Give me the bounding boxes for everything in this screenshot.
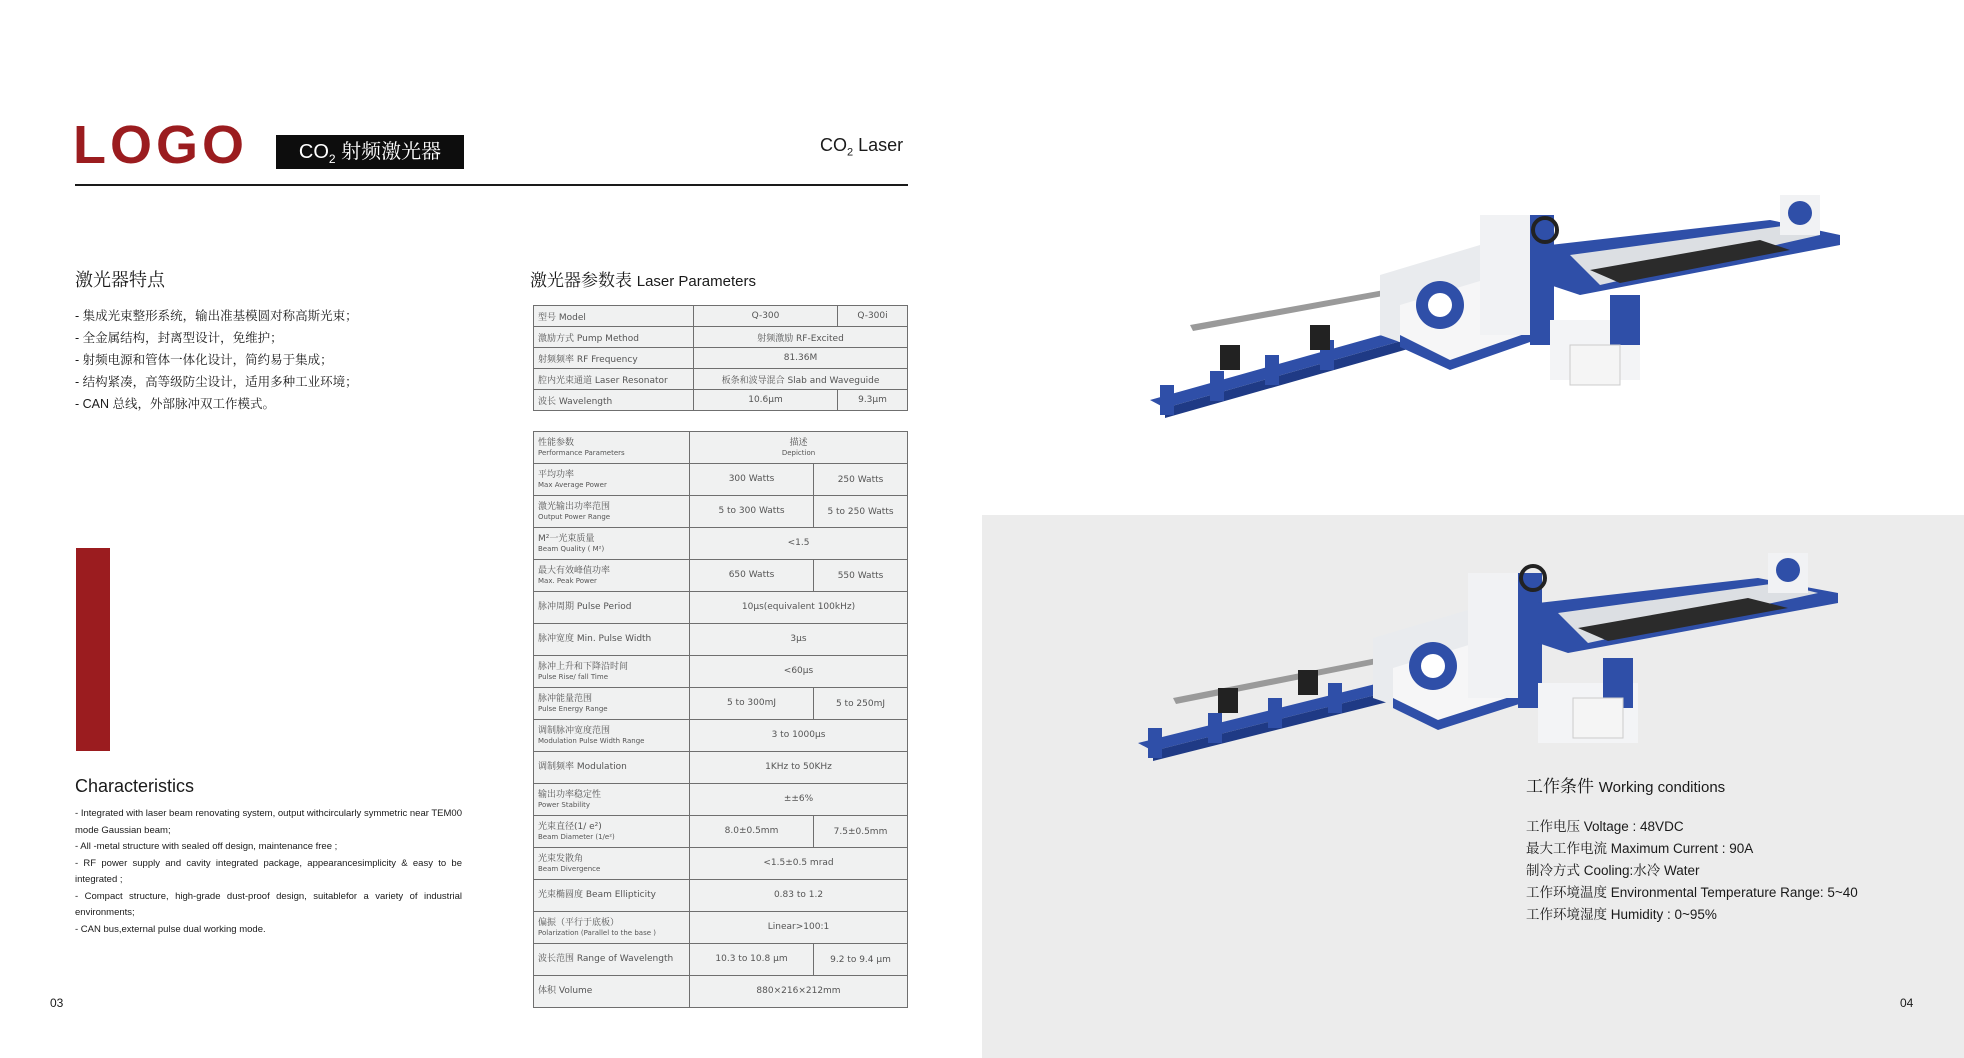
table-row <box>534 912 908 944</box>
table-cell: 描述 Depiction <box>690 432 908 464</box>
table-cell: 9.2 to 9.4 μm <box>814 944 908 976</box>
table-cell: 调制频率 Modulation <box>534 752 690 784</box>
table-cell: 型号 Model <box>534 306 694 327</box>
feature-item: - 射频电源和管体一体化设计，简约易于集成； <box>75 353 333 367</box>
table-cell: 脉冲上升和下降沿时间 Pulse Rise/ fall Time <box>534 656 690 688</box>
table-row <box>534 348 908 369</box>
decorative-red-bar <box>76 548 110 751</box>
characteristics-item: - Compact structure, high-grade dust-proof design, suitablefor a variety of industrial environments; <box>75 890 462 918</box>
feature-item: - 结构紧凑，高等级防尘设计，适用多种工业环境； <box>75 375 358 389</box>
table-row <box>534 369 908 390</box>
characteristics-title: Characteristics <box>75 776 195 796</box>
table-row <box>534 560 908 592</box>
characteristics-item: - All -metal structure with sealed off design, maintenance free ; <box>75 841 338 852</box>
machine-body <box>1373 566 1545 730</box>
table-cell: 5 to 300mJ <box>690 688 814 720</box>
table-cell: 300 Watts <box>690 464 814 496</box>
table-row <box>534 592 908 624</box>
laser-cutting-machine-image-top <box>1150 185 1840 425</box>
table-cell: 5 to 250mJ <box>814 688 908 720</box>
table-row <box>534 528 908 560</box>
working-condition-item: 工作环境湿度 Humidity : 0~95% <box>1526 907 1717 922</box>
table-cell: 射频频率 RF Frequency <box>534 348 694 369</box>
table-cell: 板条和波导混合 Slab and Waveguide <box>694 369 908 390</box>
table-cell: 最大有效峰值功率 Max. Peak Power <box>534 560 690 592</box>
logo: LOGO <box>73 115 248 175</box>
table-cell: 3μs <box>690 624 908 656</box>
table-cell: 腔内光束通道 Laser Resonator <box>534 369 694 390</box>
table-cell: 光束发散角 Beam Divergence <box>534 848 690 880</box>
table-cell: 偏振（平行于底板） Polarization (Parallel to the base ) <box>534 912 690 944</box>
table-cell: 10.6μm <box>694 390 838 411</box>
product-badge: $CO_2$ 射频激光器 <box>276 135 464 169</box>
table-cell: 脉冲宽度 Min. Pulse Width <box>534 624 690 656</box>
machine-rear-bed <box>1538 553 1838 743</box>
table-row <box>534 688 908 720</box>
table-cell: 81.36M <box>694 348 908 369</box>
table-cell: 0.83 to 1.2 <box>690 880 908 912</box>
table-cell: 9.3μm <box>838 390 908 411</box>
table-row <box>534 816 908 848</box>
table-cell: 10μs(equivalent 100kHz) <box>690 592 908 624</box>
table-cell: 550 Watts <box>814 560 908 592</box>
table-row <box>534 464 908 496</box>
working-conditions-list <box>1526 816 1858 926</box>
characteristics-list <box>75 806 462 938</box>
table-cell: 调制脉冲宽度范围 Modulation Pulse Width Range <box>534 720 690 752</box>
table-cell: 波长范围 Range of Wavelength <box>534 944 690 976</box>
working-condition-item: 最大工作电流 Maximum Current : 90A <box>1526 841 1754 856</box>
feature-item: - 全金属结构，封离型设计，免维护； <box>75 331 283 345</box>
table-cell: 5 to 300 Watts <box>690 496 814 528</box>
page-number-right: 04 <box>1900 996 1914 1010</box>
table-cell: 输出功率稳定性 Power Stability <box>534 784 690 816</box>
table-cell: 激励方式 Pump Method <box>534 327 694 348</box>
performance-parameters-table <box>533 431 908 1008</box>
characteristics-item: - CAN bus,external pulse dual working mode. <box>75 923 266 935</box>
table-cell: 7.5±0.5mm <box>814 816 908 848</box>
machine-rear-bed <box>1550 195 1840 385</box>
table-row <box>534 880 908 912</box>
table-cell: ±±6% <box>690 784 908 816</box>
table-row <box>534 496 908 528</box>
basic-parameters-table <box>533 305 908 411</box>
table-cell: 激光输出功率范围 Output Power Range <box>534 496 690 528</box>
table-cell: 1KHz to 50KHz <box>690 752 908 784</box>
params-title: 激光器参数表 Laser Parameters <box>530 271 756 290</box>
table-cell: 650 Watts <box>690 560 814 592</box>
table-row <box>534 390 908 411</box>
characteristics-item: - RF power supply and cavity integrated package, appearancesimplicity & easy to be integrated ; <box>75 857 462 885</box>
table-cell: <1.5 <box>690 528 908 560</box>
table-cell: Q-300i <box>838 306 908 327</box>
table-cell: 体积 Volume <box>534 976 690 1008</box>
header-rule <box>75 184 908 186</box>
table-cell: 脉冲能量范围 Pulse Energy Range <box>534 688 690 720</box>
table-cell: M²一光束质量 Beam Quality ( M²) <box>534 528 690 560</box>
working-condition-item: 制冷方式 Cooling:水冷 Water <box>1526 863 1700 878</box>
working-conditions-title: 工作条件 Working conditions <box>1526 777 1726 796</box>
working-condition-item: 工作电压 Voltage : 48VDC <box>1526 819 1684 834</box>
table-cell: <1.5±0.5 mrad <box>690 848 908 880</box>
table-cell: Linear>100:1 <box>690 912 908 944</box>
table-row <box>534 944 908 976</box>
feature-list <box>75 305 358 415</box>
header-product-name: $CO_2$ Laser <box>820 135 904 159</box>
table-cell: 3 to 1000μs <box>690 720 908 752</box>
feature-item: - 集成光束整形系统，输出准基模圆对称高斯光束； <box>75 309 358 323</box>
table-row <box>534 720 908 752</box>
machine-body <box>1380 215 1557 370</box>
table-row <box>534 306 908 327</box>
feature-item: - CAN 总线，外部脉冲双工作模式。 <box>75 397 276 411</box>
table-cell: 5 to 250 Watts <box>814 496 908 528</box>
table-row <box>534 327 908 348</box>
working-condition-item: 工作环境温度 Environmental Temperature Range: 5~40 <box>1526 885 1858 900</box>
page-number-left: 03 <box>50 996 64 1010</box>
table-cell: 10.3 to 10.8 μm <box>690 944 814 976</box>
table-row <box>534 432 908 464</box>
table-cell: 光束椭圆度 Beam Ellipticity <box>534 880 690 912</box>
table-row <box>534 656 908 688</box>
table-row <box>534 752 908 784</box>
table-row <box>534 624 908 656</box>
table-cell: 脉冲周期 Pulse Period <box>534 592 690 624</box>
table-cell: Q-300 <box>694 306 838 327</box>
table-cell: 880×216×212mm <box>690 976 908 1008</box>
parameters-table-image <box>533 305 907 1008</box>
table-cell: <60μs <box>690 656 908 688</box>
table-row <box>534 848 908 880</box>
table-cell: 波长 Wavelength <box>534 390 694 411</box>
table-cell: 250 Watts <box>814 464 908 496</box>
table-row <box>534 976 908 1008</box>
table-row <box>534 784 908 816</box>
features-title: 激光器特点 <box>75 270 165 290</box>
table-cell: 8.0±0.5mm <box>690 816 814 848</box>
table-cell: 射频激励 RF-Excited <box>694 327 908 348</box>
laser-cutting-machine-image-bottom <box>1138 548 1838 788</box>
characteristics-item: - Integrated with laser beam renovating system, output withcircularly symmetric near TEM00 mode Gaussian beam; <box>75 808 462 836</box>
table-cell: 光束直径(1/ e²) Beam Diameter (1/e²) <box>534 816 690 848</box>
table-cell: 性能参数 Performance Parameters <box>534 432 690 464</box>
table-cell: 平均功率 Max Average Power <box>534 464 690 496</box>
